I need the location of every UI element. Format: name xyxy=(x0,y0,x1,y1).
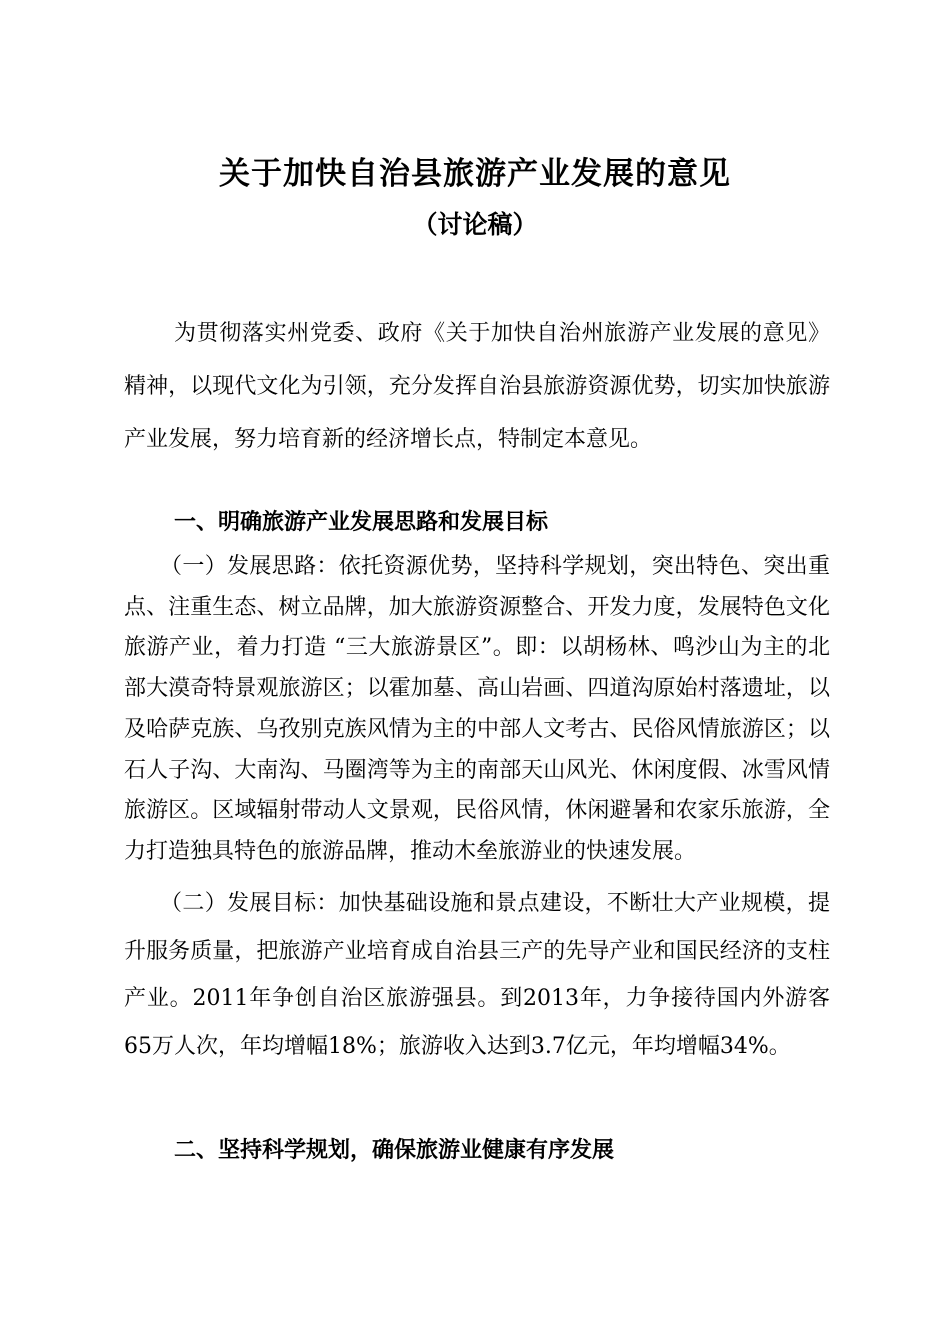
document-title: 关于加快自治县旅游产业发展的意见 xyxy=(219,156,731,192)
intro-paragraph: 为贯彻落实州党委、政府《关于加快自治州旅游产业发展的意见》精神，以现代文化为引领，充分发挥自治县旅游资源优势，切实加快旅游产业发展，努力培育新的经济增长点，特制定本意见。 xyxy=(124,321,830,452)
document-subtitle: （讨论稿） xyxy=(412,210,538,239)
section-1-item-2-paragraph: （二）发展目标：加快基础设施和景点建设，不断壮大产业规模，提升服务质量，把旅游产业培育成自治县三产的先导产业和国民经济的支柱产业。2011年争创自治区旅游强县。到2013年，力争接待国内外游客65万人次，年均增幅18%；旅游收入达到3.7亿元，年均增幅34%。 xyxy=(124,891,830,1059)
section-1-item-1-paragraph: （一）发展思路：依托资源优势，坚持科学规划，突出特色、突出重点、注重生态、树立品牌，加大旅游资源整合、开发力度，发展特色文化旅游产业，着力打造 “三大旅游景区”。即：以胡杨林、鸣沙山为主的北部大漠奇特景观旅游区；以霍加墓、高山岩画、四道沟原始村落遗址，以及哈萨克族、乌孜别克族风情为主的中部人文考古、民俗风情旅游区；以石人子沟、大南沟、马圈湾等为主的南部天山风光、休闲度假、冰雪风情旅游区。区域辐射带动人文景观，民俗风情，休闲避暑和农家乐旅游，全力打造独具特色的旅游品牌，推动木垒旅游业的快速发展。 xyxy=(124,554,830,864)
section-1-heading: 一、明确旅游产业发展思路和发展目标 xyxy=(174,510,549,535)
section-2-heading: 二、坚持科学规划，确保旅游业健康有序发展 xyxy=(174,1138,615,1163)
